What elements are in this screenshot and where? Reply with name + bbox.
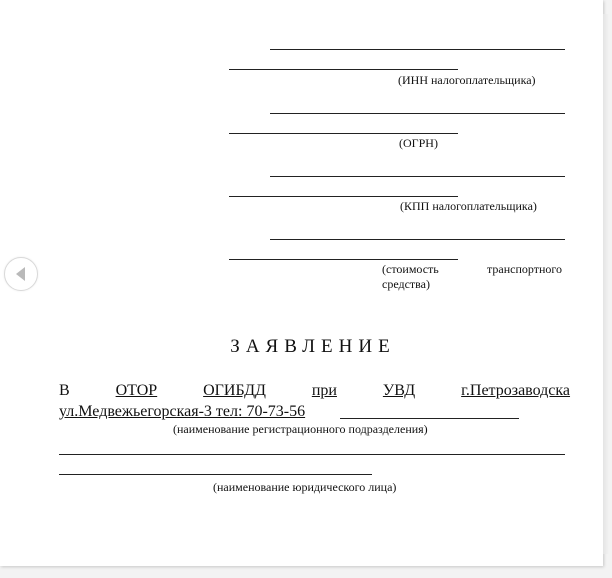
word-city: г.Петрозаводска <box>461 382 571 399</box>
word-otor: ОТОР <box>115 382 158 399</box>
cost-line-2 <box>229 259 458 260</box>
inn-line-2 <box>229 69 458 70</box>
legal-entity-line-1 <box>59 454 565 455</box>
ogrn-line-1 <box>270 113 565 114</box>
inn-line-1 <box>270 49 565 50</box>
kpp-line-1 <box>270 176 565 177</box>
kpp-line-2 <box>229 196 458 197</box>
registration-caption: (наименование регистрационного подразделения) <box>173 422 428 436</box>
cost-caption-word-3: средства) <box>382 277 430 291</box>
ogrn-caption: (ОГРН) <box>399 136 438 150</box>
statement-title: ЗАЯВЛЕНИЕ <box>230 336 396 357</box>
word-v: В <box>59 382 70 399</box>
kpp-caption: (КПП налогоплательщика) <box>400 199 537 213</box>
page-edge-shadow <box>603 14 609 554</box>
legal-entity-line-2 <box>59 474 372 475</box>
cost-caption-word-1: (стоимость <box>382 262 439 276</box>
legal-entity-caption: (наименование юридического лица) <box>213 480 397 494</box>
statement-line-2: ул.Медвежьегорская-3 тел: 70-73-56 <box>59 403 306 420</box>
prev-page-button[interactable] <box>4 257 38 291</box>
cost-line-1 <box>270 239 565 240</box>
inn-caption: (ИНН налогоплательщика) <box>398 73 536 87</box>
word-pri: при <box>311 382 337 399</box>
ogrn-line-2 <box>229 133 458 134</box>
word-uvd: УВД <box>382 382 416 399</box>
word-ogibdd: ОГИБДД <box>203 382 266 399</box>
chevron-left-icon <box>16 267 25 281</box>
statement-line-1 <box>59 381 570 401</box>
cost-caption-word-2: транспортного <box>487 262 563 276</box>
statement-line-2-fill <box>340 418 519 419</box>
